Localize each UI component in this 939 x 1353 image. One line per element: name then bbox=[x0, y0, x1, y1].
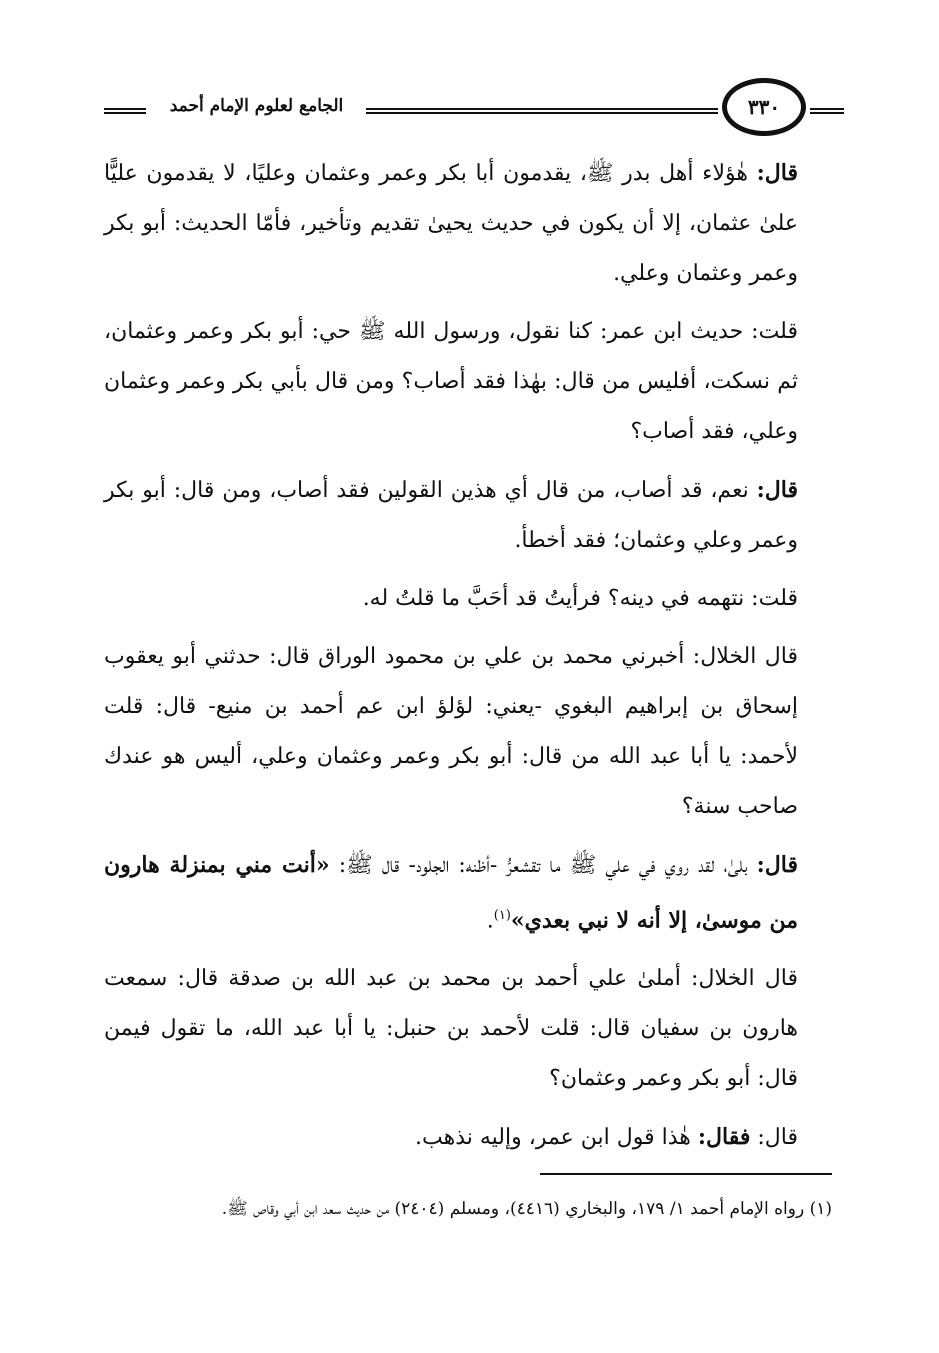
paragraph bbox=[104, 465, 832, 566]
paragraph bbox=[104, 840, 832, 946]
speaker-label: قال: bbox=[756, 477, 798, 503]
page-number: ٣٣٠ bbox=[722, 78, 806, 136]
paragraph bbox=[104, 1112, 832, 1163]
paragraph-end: . bbox=[486, 908, 494, 934]
header-rule-left bbox=[104, 108, 146, 114]
paragraph-text: بلىٰ، لقد روي في علي ﷺ ما تقشعرُّ -أظنه: الجلود- قال ﷺ: bbox=[338, 853, 757, 878]
header-rule-right bbox=[810, 108, 844, 114]
paragraph bbox=[104, 307, 832, 457]
footnote-marker[interactable]: (١) bbox=[493, 908, 511, 923]
hadith-quote: «أنت مني بمنزلة هارون من موسىٰ، إلا أنه لا نبي بعدي» bbox=[104, 852, 798, 934]
header-rule-middle bbox=[366, 108, 718, 114]
paragraph-text: قلت: نتهمه في دينه؟ فرأيتُ قد أحَبَّ ما قلتُ له. bbox=[362, 586, 798, 611]
speaker-label: قال: bbox=[756, 852, 798, 878]
running-header bbox=[104, 74, 844, 138]
footnote-separator bbox=[540, 1173, 832, 1175]
paragraph-text: قال الخلال: أخبرني محمد بن علي بن محمود الوراق قال: حدثني أبو يعقوب إسحاق بن إبراهيم البغوي -يعني: لؤلؤ ابن عم أحمد بن منيع- قال: قلت لأحمد: يا أبا عبد الله من قال: أبو بكر وعمر وعثمان وعلي، أليس هو عندك صاحب سنة؟ bbox=[104, 644, 798, 819]
footnote-text: (١) رواه الإمام أحمد ١/ ١٧٩، والبخاري (٤٤١٦)، ومسلم (٢٤٠٤) من حديث سعد ابن أبي وقاص ﷺ. bbox=[221, 1199, 832, 1219]
paragraph bbox=[104, 954, 832, 1104]
paragraph-text: هٰذا قول ابن عمر، وإليه نذهب. bbox=[415, 1125, 698, 1151]
speaker-label-bold: فقال: bbox=[697, 1124, 751, 1151]
paragraph bbox=[104, 148, 832, 299]
running-title: الجامع لعلوم الإمام أحمد bbox=[169, 96, 344, 116]
speaker-label: قال: bbox=[756, 160, 798, 186]
paragraph-text: هٰؤلاء أهل بدر ﷺ، يقدمون أبا بكر وعمر وعثمان وعليًا، لا يقدمون عليًّا علىٰ عثمان، إلا أن يكون في حديث يحيىٰ تقديم وتأخير، فأمّا الحديث: أبو بكر وعمر وعثمان وعلي. bbox=[104, 161, 798, 286]
footnote bbox=[104, 1190, 832, 1228]
main-text bbox=[104, 148, 832, 1171]
paragraph-text: قلت: حديث ابن عمر: كنا نقول، ورسول الله ﷺ حي: أبو بكر وعمر وعثمان، ثم نسكت، أفليس من قال: بهٰذا فقد أصاب؟ ومن قال بأبي بكر وعمر وعثمان وعلي، فقد أصاب؟ bbox=[104, 319, 798, 444]
paragraph-text: قال الخلال: أملىٰ علي أحمد بن محمد بن عبد الله بن صدقة قال: سمعت هارون بن سفيان قال: قلت لأحمد بن حنبل: يا أبا عبد الله، ما تقول فيمن قال: أبو بكر وعمر وعثمان؟ bbox=[104, 966, 798, 1092]
paragraph bbox=[104, 574, 832, 624]
paragraph bbox=[104, 632, 832, 832]
speaker-label: قال: bbox=[757, 1125, 798, 1151]
paragraph-text: نعم، قد أصاب، من قال أي هذين القولين فقد أصاب، ومن قال: أبو بكر وعمر وعلي وعثمان؛ فقد أخطأ. bbox=[104, 478, 798, 553]
